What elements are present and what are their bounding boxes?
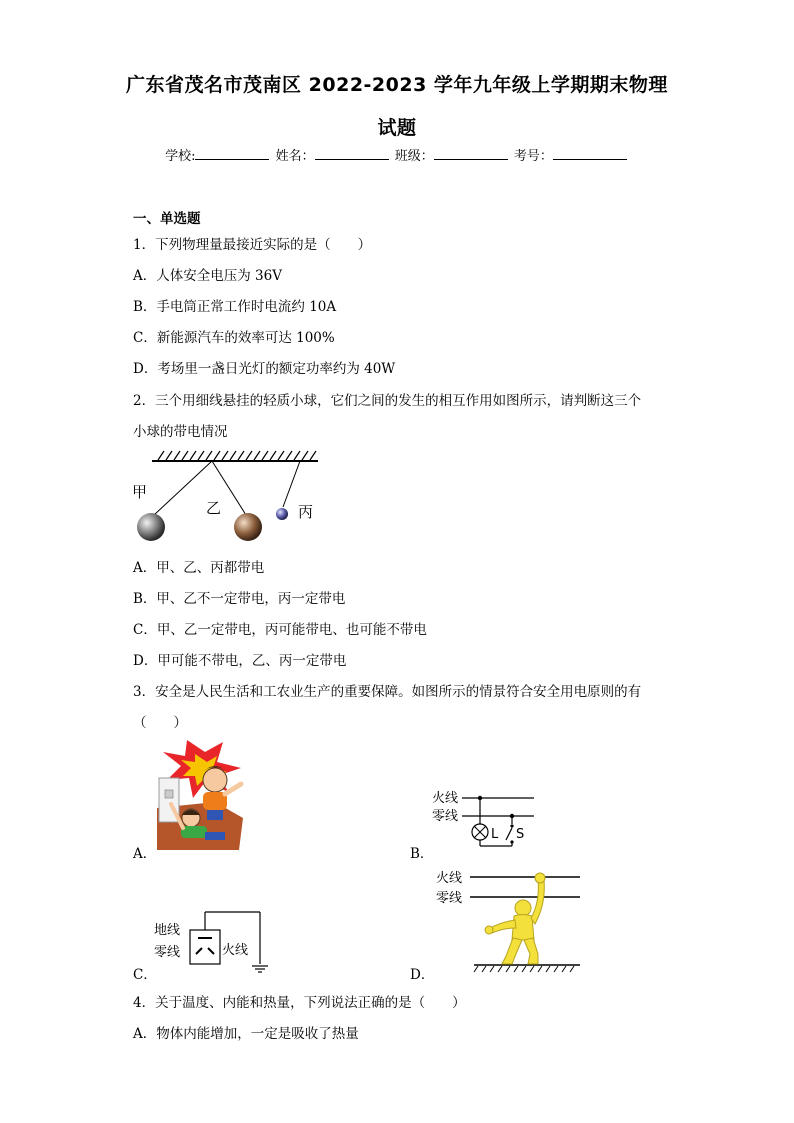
- page-title-line2: 试题: [377, 117, 417, 139]
- b-switch-blade: [506, 828, 512, 840]
- thread-bing: [283, 461, 300, 507]
- d-person-raised-arm: [531, 880, 544, 924]
- ball-yi: [234, 513, 262, 541]
- label-jia: 甲: [132, 483, 148, 501]
- q3-option-b-label: B．: [410, 846, 434, 862]
- socket-hole: [165, 790, 173, 798]
- class-blank: [434, 147, 508, 160]
- d-live-label: 火线: [436, 871, 463, 886]
- q3-figure-d: [434, 866, 584, 976]
- q1-option-b: B．手电筒正常工作时电流约 10A: [133, 299, 337, 315]
- d-person-other-hand: [485, 926, 493, 934]
- page-title: 广东省茂名市茂南区 2022-2023 学年九年级上学期期末物理: [126, 74, 668, 96]
- b-neutral-label: 零线: [432, 809, 459, 824]
- q1-option-d: D．考场里一盏日光灯的额定功率约为 40W: [133, 361, 396, 377]
- q1-stem: 1．下列物理量最接近实际的是（ ）: [133, 237, 372, 253]
- class-label: 班级：: [394, 149, 434, 164]
- adult-head: [203, 768, 227, 792]
- b-lamp-label: L: [491, 827, 499, 842]
- label-yi: 乙: [206, 499, 222, 517]
- q2-option-b: B．甲、乙不一定带电，丙一定带电: [133, 591, 346, 607]
- q3-figure-c: [152, 908, 272, 976]
- q3-option-a-label: A．: [133, 846, 157, 862]
- q3-figure-b: [430, 784, 540, 850]
- q3-option-c-label: C．: [133, 967, 157, 983]
- c-left-pin: [196, 948, 202, 954]
- q2-option-c: C．甲、乙一定带电，丙可能带电、也可能不带电: [133, 622, 427, 638]
- school-blank: [195, 147, 269, 160]
- q3-stem-line2: （ ）: [133, 715, 187, 731]
- c-right-pin: [208, 948, 214, 954]
- student-info-row: [0, 145, 794, 164]
- number-blank: [553, 147, 627, 160]
- d-person-left-leg: [502, 938, 522, 964]
- b-live-label: 火线: [432, 791, 459, 806]
- section-title: 一、单选题: [133, 211, 201, 227]
- c-neutral-label: 零线: [154, 945, 181, 960]
- d-person-hand-on-wire: [535, 873, 545, 883]
- q4-option-a: A．物体内能增加，一定是吸收了热量: [133, 1026, 359, 1042]
- ball-jia: [137, 513, 165, 541]
- q3-option-d-label: D．: [410, 967, 435, 983]
- adult-pants: [207, 810, 223, 820]
- q3-stem-line1: 3．安全是人民生活和工农业生产的重要保障。如图所示的情景符合安全用电原则的有: [133, 684, 642, 700]
- d-person-side-arm: [490, 920, 516, 933]
- thread-jia: [154, 461, 212, 515]
- q2-stem-line1: 2．三个用细线悬挂的轻质小球，它们之间的发生的相互作用如图所示，请判断这三个: [133, 393, 642, 409]
- b-switch-label: S: [516, 827, 525, 842]
- q1-option-c: C．新能源汽车的效率可达 100%: [133, 330, 335, 346]
- d-person-right-leg: [524, 938, 538, 964]
- name-label: 姓名：: [275, 149, 315, 164]
- c-ground-label: 地线: [154, 923, 181, 938]
- d-person: [490, 880, 544, 964]
- ceiling-hatch: [158, 451, 316, 460]
- d-neutral-label: 零线: [436, 891, 463, 906]
- q2-figure: [130, 445, 330, 545]
- d-person-head: [515, 900, 531, 916]
- c-live-label: 火线: [222, 943, 249, 958]
- ball-bing: [276, 508, 288, 520]
- c-socket-box: [190, 930, 220, 964]
- q2-option-a: A．甲、乙、丙都带电: [133, 560, 265, 576]
- name-blank: [315, 147, 389, 160]
- d-ground-hatch: [474, 966, 574, 972]
- adult-arm: [225, 784, 241, 794]
- school-label: 学校:: [165, 149, 196, 164]
- child-pants: [205, 832, 225, 840]
- label-bing: 丙: [298, 503, 314, 521]
- q2-option-d: D．甲可能不带电，乙、丙一定带电: [133, 653, 347, 669]
- number-label: 考号：: [513, 149, 553, 164]
- q2-stem-line2: 小球的带电情况: [133, 424, 228, 440]
- q1-option-a: A．人体安全电压为 36V: [133, 268, 282, 284]
- q3-figure-a: [155, 738, 245, 850]
- q4-stem: 4．关于温度、内能和热量，下列说法正确的是（ ）: [133, 995, 466, 1011]
